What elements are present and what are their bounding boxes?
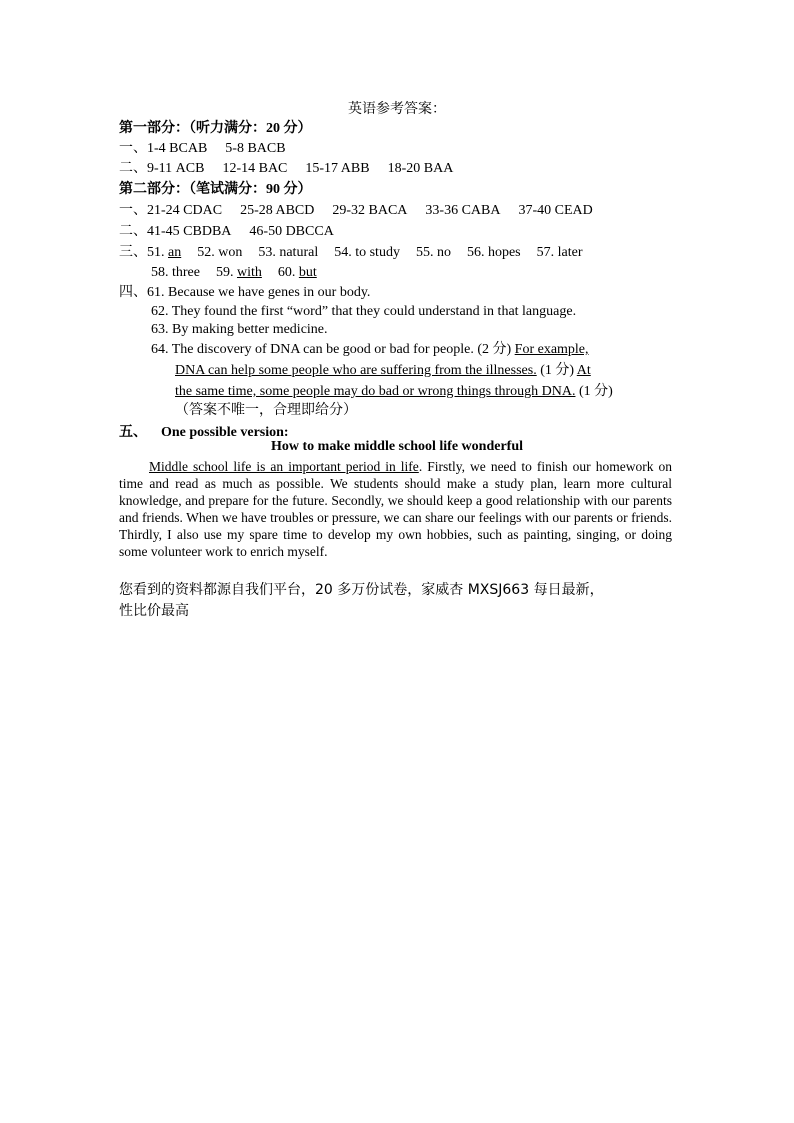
- essay-first-sentence: Middle school life is an important period in life: [149, 459, 419, 474]
- section5-heading: One possible version:: [161, 425, 289, 440]
- answer-group: 15-17 ABB: [305, 161, 370, 176]
- answer-64-start: 64. The discovery of DNA can be good or bad for people. (2 分): [151, 342, 515, 357]
- part2-row1: [119, 202, 593, 220]
- answer-64-line3: [175, 383, 613, 401]
- answer-note: （答案不唯一，合理即给分）: [175, 403, 357, 418]
- part1-heading: 第一部分：（听力满分：20 分）: [119, 121, 312, 136]
- part2-row2: [119, 223, 334, 241]
- answer-55: 55. no: [415, 245, 451, 260]
- answer-group: 一、1-4 BCAB: [119, 141, 208, 156]
- answer-64-underline-4: the same time, some people may do bad or wrong things through DNA.: [175, 384, 576, 399]
- answer-group: 29-32 BACA: [332, 203, 408, 218]
- part2-row3b: [151, 264, 317, 282]
- part2-row3a: [119, 244, 583, 262]
- answer-51: an: [168, 245, 182, 260]
- answer-59: with: [236, 265, 262, 280]
- answer-group: 5-8 BACB: [225, 141, 286, 156]
- answer-group: 33-36 CABA: [425, 203, 501, 218]
- row-prefix: 三、51.: [119, 245, 168, 260]
- answer-59-number: 59.: [215, 265, 237, 280]
- footer-line-1: 您看到的资料都源自我们平台，20 多万份试卷，家威杏 MXSJ663 每日最新，: [119, 582, 604, 598]
- answer-64-underline-2: DNA can help some people who are suffering from the illnesses.: [175, 363, 537, 378]
- answer-53: 53. natural: [258, 245, 319, 260]
- footer-line-2: 性比价最高: [119, 603, 189, 619]
- answer-group: 二、41-45 CBDBA: [119, 224, 232, 239]
- section5-label: 五、: [119, 425, 147, 440]
- answer-64-underline-1: For example,: [514, 342, 589, 357]
- answer-61: 四、61. Because we have genes in our body.: [119, 285, 371, 300]
- answer-group: 18-20 BAA: [387, 161, 454, 176]
- answer-57: 57. later: [536, 245, 583, 260]
- answer-52: 52. won: [197, 245, 243, 260]
- page-title: 英语参考答案：: [348, 102, 446, 117]
- answer-60-number: 60.: [277, 265, 299, 280]
- essay-rest: . Firstly, we need to finish our homework on time and read as much as possible. We students should make a study plan, learn more cultural knowledge, and prepare for the future. Secondly, we should keep a good relationship with our parents and friends. When we have troubles or pressure, we can share our feelings with our parents or friends. Thirdly, I also use my spare time to develop my own hobbies, such as painting, singing, or doing some volunteer work to enrich myself.: [119, 459, 673, 559]
- answer-group: 37-40 CEAD: [518, 203, 593, 218]
- answer-group: 12-14 BAC: [222, 161, 288, 176]
- part1-row2: [119, 160, 453, 178]
- essay-body: [119, 458, 672, 560]
- answer-63: 63. By making better medicine.: [151, 322, 328, 337]
- answer-60: but: [298, 265, 317, 280]
- answer-64-underline-3: At: [576, 363, 591, 378]
- part2-heading: 第二部分：（笔试满分：90 分）: [119, 182, 312, 197]
- answer-54: 54. to study: [334, 245, 400, 260]
- answer-56: 56. hopes: [466, 245, 521, 260]
- answer-64-line1: [151, 341, 589, 359]
- answer-64-score-4: (1 分): [575, 384, 613, 399]
- answer-group: 25-28 ABCD: [240, 203, 315, 218]
- answer-64-line2: [175, 362, 591, 380]
- answer-62: 62. They found the first “word” that they could understand in that language.: [151, 304, 577, 319]
- part1-row1: [119, 140, 286, 158]
- answer-group: 46-50 DBCCA: [249, 224, 334, 239]
- answer-58: 58. three: [151, 265, 200, 280]
- answer-64-score-2: (1 分): [536, 363, 577, 378]
- answer-group: 一、21-24 CDAC: [119, 203, 223, 218]
- essay-title: How to make middle school life wonderful: [271, 439, 523, 454]
- answer-group: 二、9-11 ACB: [119, 161, 205, 176]
